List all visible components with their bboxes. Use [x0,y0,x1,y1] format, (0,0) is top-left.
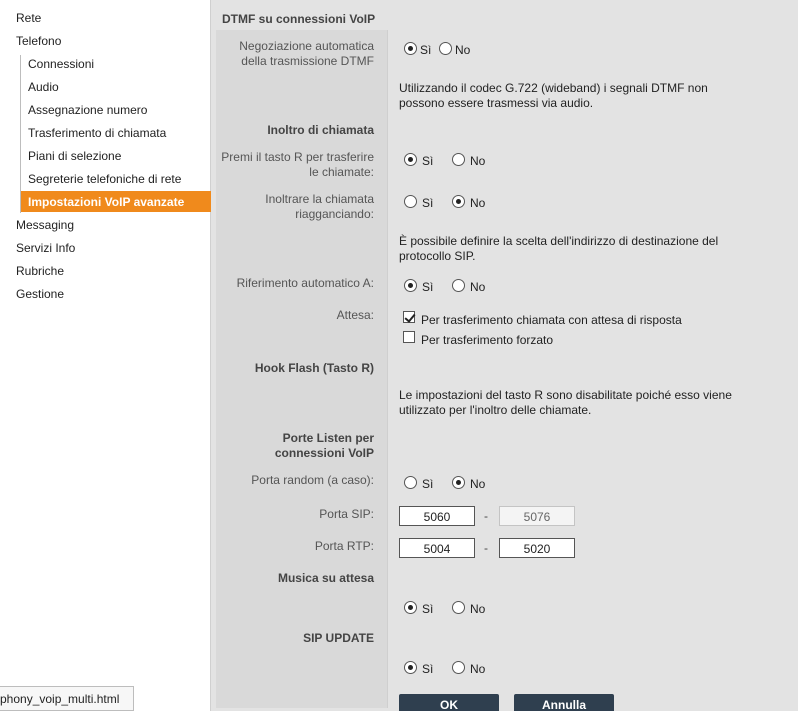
sidebar-item-servizi-info[interactable]: Servizi Info [16,241,76,255]
section-title-hook-flash: Hook Flash (Tasto R) [254,361,374,375]
section-title-inoltro: Inoltro di chiamata [267,123,374,137]
auto-reference-no-label: No [470,280,486,294]
hangup-yes-label: Sì [422,196,434,210]
r-key-yes-radio[interactable] [404,153,417,166]
dtmf-yes-label: Sì [420,43,432,57]
random-port-yes-radio[interactable] [404,476,417,489]
random-port-no-label: No [470,477,486,491]
cancel-button[interactable]: Annulla [514,694,614,711]
section-title-hold-music: Musica su attesa [277,571,374,585]
hold-music-no-label: No [470,602,486,616]
hangup-yes-radio[interactable] [404,195,417,208]
sip-port-dash: - [484,509,488,523]
sidebar-item-rubriche[interactable]: Rubriche [16,264,65,278]
r-key-yes-label: Sì [422,154,434,168]
dtmf-info-text: Utilizzando il codec G.722 (wideband) i segnali DTMF non possono essere trasmessi via audio. [399,81,708,110]
r-key-transfer-label: Premi il tasto R per trasferire le chiamate: [221,150,374,179]
sip-update-yes-radio[interactable] [404,661,417,674]
sip-update-yes-label: Sì [422,662,434,676]
attesa-option-2-label: Per trasferimento forzato [421,333,554,347]
sidebar-subitem-audio[interactable]: Audio [28,80,59,94]
sidebar-subitem-assegnazione-numero[interactable]: Assegnazione numero [28,103,148,117]
section-title-dtmf: DTMF su connessioni VoIP [222,12,376,26]
submenu-divider [20,55,21,213]
auto-reference-yes-label: Sì [422,280,434,294]
sip-destination-info: È possibile definire la scelta dell'indirizzo di destinazione del protocollo SIP. [399,234,719,263]
sidebar-item-telefono[interactable]: Telefono [16,34,62,48]
auto-reference-label: Riferimento automatico A: [236,276,374,290]
hold-music-yes-label: Sì [422,602,434,616]
sip-update-no-radio[interactable] [452,661,465,674]
dtmf-no-label: No [455,43,471,57]
section-title-sip-update: SIP UPDATE [303,631,374,645]
r-key-no-radio[interactable] [452,153,465,166]
sidebar [0,0,211,711]
sip-port-label: Porta SIP: [319,507,374,521]
sidebar-subitem-connessioni[interactable]: Connessioni [28,57,95,71]
dtmf-negotiation-label: Negoziazione automatica della trasmissione DTMF [239,39,374,68]
column-divider [387,30,388,708]
rtp-port-from-input[interactable]: 5004 [399,538,475,558]
status-bar-url: phony_voip_multi.html [0,686,134,711]
hangup-no-radio[interactable] [452,195,465,208]
random-port-yes-label: Sì [422,477,434,491]
rtp-port-dash: - [484,541,488,555]
dtmf-no-radio[interactable] [439,42,452,55]
hold-music-yes-radio[interactable] [404,601,417,614]
random-port-no-radio[interactable] [452,476,465,489]
random-port-label: Porta random (a caso): [251,473,374,487]
rtp-port-label: Porta RTP: [314,539,374,553]
ok-button[interactable]: OK [399,694,499,711]
auto-reference-yes-radio[interactable] [404,279,417,292]
sidebar-item-rete[interactable]: Rete [16,11,42,25]
hangup-transfer-label: Inoltrare la chiamata riagganciando: [265,192,374,221]
sidebar-item-gestione[interactable]: Gestione [16,287,65,301]
rtp-port-to-input[interactable]: 5020 [499,538,575,558]
attesa-option-2-checkbox[interactable] [403,331,415,343]
sidebar-subitem-impostazioni-voip-avanzate[interactable]: Impostazioni VoIP avanzate [21,191,214,212]
sidebar-subitem-segreterie[interactable]: Segreterie telefoniche di rete [28,172,182,186]
sidebar-subitem-trasferimento-chiamata[interactable]: Trasferimento di chiamata [28,126,167,140]
sip-port-from-input[interactable]: 5060 [399,506,475,526]
sidebar-item-messaging[interactable]: Messaging [16,218,75,232]
auto-reference-no-radio[interactable] [452,279,465,292]
r-key-no-label: No [470,154,486,168]
sip-update-no-label: No [470,662,486,676]
attesa-label: Attesa: [336,308,374,322]
attesa-option-1-checkbox[interactable] [403,311,415,323]
attesa-option-1-label: Per trasferimento chiamata con attesa di risposta [421,313,682,327]
sip-port-to-input: 5076 [499,506,575,526]
hangup-no-label: No [470,196,486,210]
hold-music-no-radio[interactable] [452,601,465,614]
hook-flash-info: Le impostazioni del tasto R sono disabilitate poiché esso viene utilizzato per l'inoltro delle chiamate. [399,388,732,417]
section-title-ports: Porte Listen per connessioni VoIP [274,431,374,460]
dtmf-yes-radio[interactable] [404,42,417,55]
sidebar-subitem-piani-selezione[interactable]: Piani di selezione [28,149,122,163]
